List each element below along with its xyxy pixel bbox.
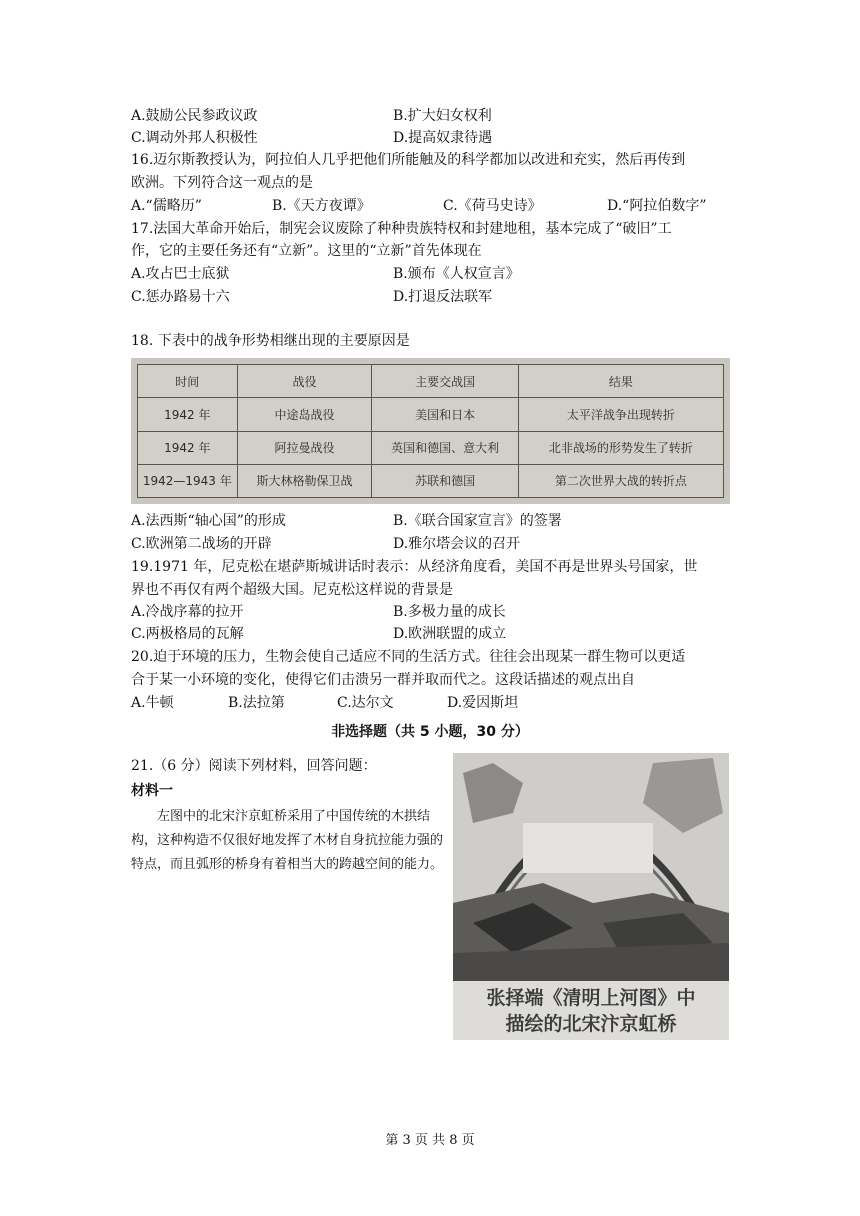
battle-table xyxy=(137,364,724,498)
q18-option-a: A.法西斯“轴心国”的形成 xyxy=(131,513,286,529)
table-header-cell: 结果 xyxy=(518,365,723,398)
q15-option-a: A.鼓励公民参政议政 xyxy=(131,108,258,124)
table-header-cell: 主要交战国 xyxy=(372,365,519,398)
q20-option-c: C.达尔文 xyxy=(337,695,394,711)
image-caption-line1: 张择端《清明上河图》中 xyxy=(486,987,696,1009)
table-cell: 1942 年 xyxy=(138,398,238,431)
q19-option-c: C.两极格局的瓦解 xyxy=(131,626,244,642)
q17-option-d: D.打退反法联军 xyxy=(393,289,493,305)
table-cell: 太平洋战争出现转折 xyxy=(518,398,723,431)
table-cell: 1942 年 xyxy=(138,431,238,464)
q15-option-b: B.扩大妇女权利 xyxy=(393,108,492,124)
table-cell: 中途岛战役 xyxy=(237,398,372,431)
table-cell: 阿拉曼战役 xyxy=(237,431,372,464)
table-header-cell: 战役 xyxy=(237,365,372,398)
q18-option-c: C.欧洲第二战场的开辟 xyxy=(131,536,272,552)
image-caption-line2: 描绘的北宋汴京虹桥 xyxy=(505,1013,677,1035)
q18-stem: 18. 下表中的战争形势相继出现的主要原因是 xyxy=(131,333,410,349)
q20-stem-line2: 合于某一小环境的变化，使得它们击溃另一群并取而代之。这段话描述的观点出自 xyxy=(131,672,635,688)
q17-option-b: B.颁布《人权宣言》 xyxy=(393,266,520,282)
table-header-row xyxy=(138,365,724,398)
q19-stem-line2: 界也不再仅有两个超级大国。尼克松这样说的背景是 xyxy=(131,582,453,598)
q20-option-a: A.牛顿 xyxy=(131,695,174,711)
table-row xyxy=(138,431,724,464)
material-heading: 材料一 xyxy=(131,783,173,799)
q19-option-d: D.欧洲联盟的成立 xyxy=(393,626,507,642)
section-title: 非选择题（共 5 小题，30 分） xyxy=(331,724,529,740)
q16-option-d: D.“阿拉伯数字” xyxy=(607,198,707,214)
q17-option-c: C.惩办路易十六 xyxy=(131,289,230,305)
table-cell: 英国和德国、意大利 xyxy=(372,431,519,464)
q18-option-b: B.《联合国家宣言》的签署 xyxy=(393,513,562,529)
q18-table-photo xyxy=(131,358,730,504)
q16-stem-line2: 欧洲。下列符合这一观点的是 xyxy=(131,175,313,191)
bridge-image xyxy=(453,753,729,1040)
q17-option-a: A.攻占巴士底狱 xyxy=(131,266,230,282)
q16-option-a: A.“儒略历” xyxy=(131,198,202,214)
table-cell: 美国和日本 xyxy=(372,398,519,431)
table-row xyxy=(138,464,724,497)
q17-stem-line2: 作，它的主要任务还有“立新”。这里的“立新”首先体现在 xyxy=(131,243,482,259)
table-cell: 苏联和德国 xyxy=(372,464,519,497)
table-cell: 北非战场的形势发生了转折 xyxy=(518,431,723,464)
table-cell: 第二次世界大战的转折点 xyxy=(518,464,723,497)
q19-option-b: B.多极力量的成长 xyxy=(393,604,506,620)
q15-option-d: D.提高奴隶待遇 xyxy=(393,130,493,146)
q21-stem: 21.（6 分）阅读下列材料，回答问题： xyxy=(131,758,377,774)
q17-stem-line1: 17.法国大革命开始后，制宪会议废除了种种贵族特权和封建地租，基本完成了“破旧”工 xyxy=(131,221,672,237)
table-cell: 斯大林格勒保卫战 xyxy=(237,464,372,497)
q19-stem-line1: 19.1971 年，尼克松在堪萨斯城讲话时表示：从经济角度看，美国不再是世界头号国家，世 xyxy=(131,559,698,575)
material-body: 左图中的北宋汴京虹桥采用了中国传统的木拱结构，这种构造不仅很好地发挥了木材自身抗拉能力强的特点，而且弧形的桥身有着相当大的跨越空间的能力。 xyxy=(131,809,444,872)
q16-stem-line1: 16.迈尔斯教授认为，阿拉伯人几乎把他们所能触及的科学都加以改进和充实，然后再传到 xyxy=(131,152,686,168)
table-row xyxy=(138,398,724,431)
q20-option-b: B.法拉第 xyxy=(228,695,285,711)
q15-option-c: C.调动外邦人积极性 xyxy=(131,130,258,146)
q18-option-d: D.雅尔塔会议的召开 xyxy=(393,536,521,552)
q16-option-c: C.《荷马史诗》 xyxy=(443,198,542,214)
q20-stem-line1: 20.迫于环境的压力，生物会使自己适应不同的生活方式。往往会出现某一群生物可以更适 xyxy=(131,649,686,665)
q19-option-a: A.冷战序幕的拉开 xyxy=(131,604,244,620)
q20-option-d: D.爱因斯坦 xyxy=(447,695,519,711)
q16-option-b: B.《天方夜谭》 xyxy=(272,198,371,214)
table-cell: 1942—1943 年 xyxy=(138,464,238,497)
table-header-cell: 时间 xyxy=(138,365,238,398)
page-footer: 第 3 页 共 8 页 xyxy=(385,1133,475,1148)
